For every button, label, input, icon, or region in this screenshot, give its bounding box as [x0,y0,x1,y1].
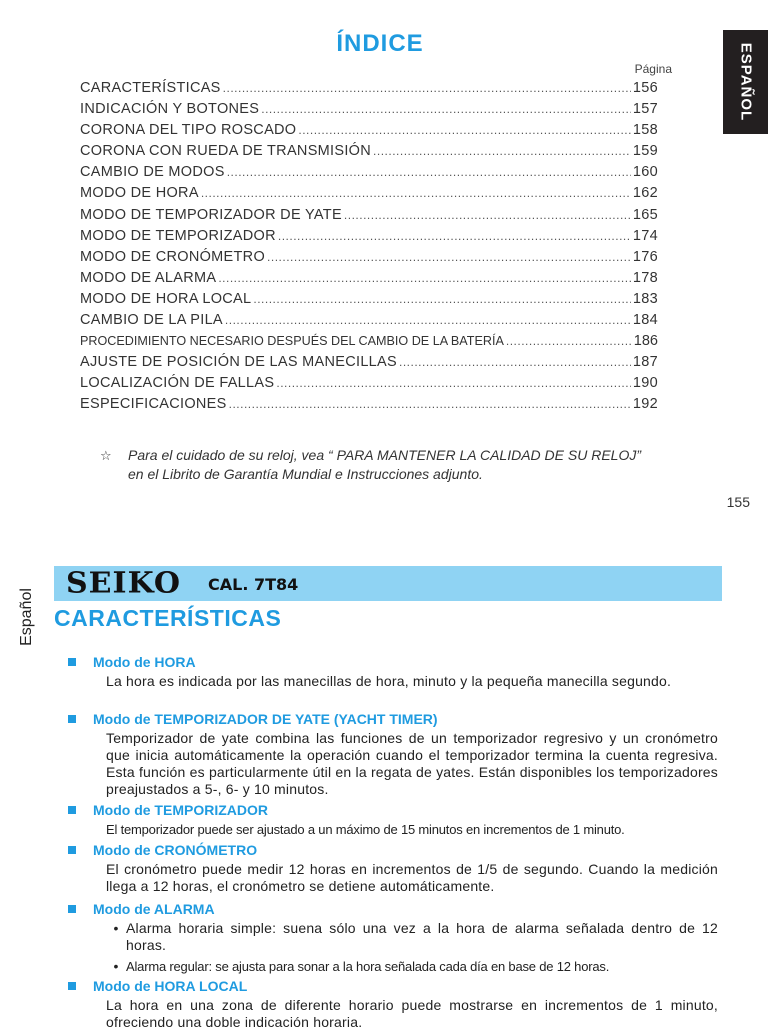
square-bullet-icon [68,846,76,854]
toc-entry-page: 158 [632,122,658,139]
index-title: ÍNDICE [336,30,424,57]
feature-title: Modo de TEMPORIZADOR DE YATE (YACHT TIMER) [93,710,438,727]
toc-entry[interactable] [80,396,658,417]
feature-description: La hora es indicada por las manecillas de hora, minuto y la pequeña manecilla segundo. [106,673,672,689]
toc-entry-page: 160 [632,164,658,181]
feature-chronograph [68,840,718,895]
language-tab [723,30,768,134]
toc-entry-label: CARACTERÍSTICAS [80,80,221,96]
toc-entry-label: MODO DE TEMPORIZADOR [80,227,276,244]
toc-leader [223,80,631,96]
toc-leader [253,291,631,307]
toc-entry-label: MODO DE TEMPORIZADOR DE YATE [80,206,342,223]
toc-entry-page: 157 [632,101,658,118]
alarm-item-text: Alarma horaria simple: suena sólo una vez a la hora de alarma señalada dentro de 12 horas. [126,920,718,953]
feature-title: Modo de HORA LOCAL [93,977,248,994]
toc-entry-label: LOCALIZACIÓN DE FALLAS [80,375,275,392]
bullet-dot-icon: • [113,958,119,974]
toc-entry-page: 165 [632,206,658,223]
toc-entry-label: CAMBIO DE LA PILA [80,312,223,329]
feature-description: El cronómetro puede medir 12 horas en incrementos de 1/5 de segundo. Cuando la medición llega a 12 horas, el cronómetro se detiene automáticamente. [106,861,718,894]
toc-entry[interactable] [80,207,658,228]
toc-entry-page: 176 [632,248,658,265]
care-note [100,446,660,484]
toc-leader [373,143,631,159]
toc-leader [218,270,631,286]
feature-title: Modo de HORA [93,653,196,670]
toc-entry-label: MODO DE HORA LOCAL [80,290,252,307]
toc-entry-label: MODO DE HORA [80,185,199,202]
toc-entry-label: CORONA CON RUEDA DE TRANSMISIÓN [80,143,372,160]
toc-leader [227,164,631,180]
toc-entry-page: 178 [632,269,658,286]
page-column-label: Página [634,62,672,76]
toc-entry[interactable] [80,354,658,375]
toc-leader [506,334,632,348]
feature-title: Modo de CRONÓMETRO [93,841,258,858]
toc-entry-label: PROCEDIMIENTO NECESARIO DESPUÉS DEL CAMBIO DE LA BATERÍA [80,334,504,349]
toc-entry-page: 159 [632,143,658,160]
toc-entry-page: 183 [632,290,658,307]
toc-leader [298,122,631,138]
toc-leader [276,375,631,391]
square-bullet-icon [68,715,76,723]
feature-description: Temporizador de yate combina las funciones de un temporizador regresivo y un cronómetro que inicia automáticamente la operación cuando el temporizador termina la cuenta regresiva. Esta función es particularmente útil en la regata de yates. Están disponibles los temporizadores preajustados a 5-, 6- y 10 minutos. [106,730,718,797]
table-of-contents [80,80,658,418]
toc-entry[interactable] [80,80,658,101]
toc-entry-label: ESPECIFICACIONES [80,396,227,413]
toc-entry[interactable] [80,249,658,270]
toc-entry-label: MODO DE ALARMA [80,269,217,286]
care-note-text: Para el cuidado de su reloj, vea “ PARA MANTENER LA CALIDAD DE SU RELOJ” en el Librito de Garantía Mundial e Instrucciones adjunto. [128,447,641,482]
alarm-item [106,920,718,954]
toc-entry[interactable] [80,122,658,143]
toc-entry[interactable] [80,228,658,249]
toc-leader [201,185,631,201]
toc-entry[interactable] [80,375,658,396]
side-language-label [12,582,42,652]
language-tab-label: ESPAÑOL [737,42,754,122]
page-number: 155 [726,494,750,510]
toc-entry-label: INDICACIÓN Y BOTONES [80,101,260,118]
toc-leader [229,396,631,412]
toc-leader [344,207,631,223]
toc-leader [399,354,631,370]
seiko-logo: SEIKO [66,566,181,601]
feature-title: Modo de ALARMA [93,900,215,917]
toc-entry-page: 192 [632,396,658,413]
feature-description: El temporizador puede ser ajustado a un máximo de 15 minutos en incrementos de 1 minuto. [106,822,625,837]
toc-entry-page: 187 [632,354,658,371]
alarm-item [106,958,718,975]
toc-entry[interactable] [80,333,658,354]
toc-entry[interactable] [80,164,658,185]
feature-timer [68,800,718,838]
toc-entry[interactable] [80,101,658,122]
toc-entry-page: 156 [632,80,658,96]
toc-entry-page: 190 [632,375,658,392]
side-language-text: Español [18,588,35,646]
bullet-dot-icon: • [113,920,119,936]
toc-entry-label: CORONA DEL TIPO ROSCADO [80,122,297,139]
toc-leader [278,228,631,244]
star-icon: ☆ [100,448,112,463]
feature-alarm [68,899,718,975]
toc-entry-label: MODO DE CRONÓMETRO [80,248,266,265]
toc-entry-label: AJUSTE DE POSICIÓN DE LAS MANECILLAS [80,354,397,371]
toc-leader [261,101,631,117]
toc-entry[interactable] [80,291,658,312]
brand-header-bar [54,566,722,601]
toc-entry-label: CAMBIO DE MODOS [80,164,225,181]
toc-leader [267,249,631,265]
feature-description: La hora en una zona de diferente horario puede mostrarse en incrementos de 1 minuto, ofreciendo una doble indicación horaria. [106,997,718,1030]
toc-leader [225,312,631,328]
feature-title: Modo de TEMPORIZADOR [93,801,268,818]
section-title: CARACTERÍSTICAS [54,605,282,631]
square-bullet-icon [68,806,76,814]
toc-entry[interactable] [80,312,658,333]
alarm-item-text: Alarma regular: se ajusta para sonar a la hora señalada cada día en base de 12 horas. [126,959,610,974]
toc-entry[interactable] [80,143,658,164]
square-bullet-icon [68,658,76,666]
feature-yacht-timer [68,709,718,798]
square-bullet-icon [68,905,76,913]
toc-entry-page: 162 [632,185,658,202]
square-bullet-icon [68,982,76,990]
toc-entry-page: 186 [633,333,658,350]
toc-entry[interactable] [80,270,658,291]
toc-entry-page: 174 [632,227,658,244]
feature-time-mode [68,652,718,690]
toc-entry-page: 184 [632,312,658,329]
feature-local-time [68,976,718,1031]
toc-entry[interactable] [80,185,658,206]
caliber-label: CAL. 7T84 [208,575,299,594]
